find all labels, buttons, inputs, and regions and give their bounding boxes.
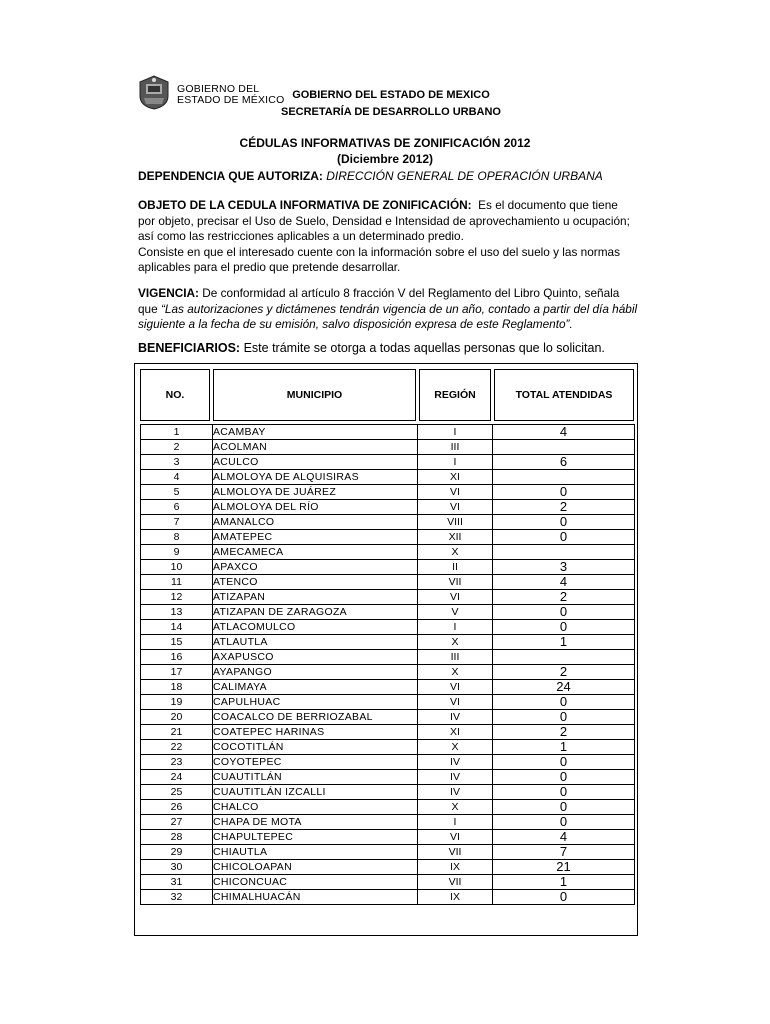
row-total: 0 <box>493 695 635 710</box>
row-municipio: AMECAMECA <box>213 545 418 560</box>
table-row <box>141 860 635 875</box>
row-total: 0 <box>493 890 635 905</box>
row-region: I <box>418 620 493 635</box>
row-number: 12 <box>141 590 213 605</box>
header-secretariat: SECRETARÍA DE DESARROLLO URBANO <box>280 106 501 118</box>
objeto-text: Es el documento que tiene por objeto, precisar el Uso de Suelo, Densidad e Intensidad de aprovechamiento u ocupación; así como las restricciones aplicables a un determinado predio. <box>138 198 630 244</box>
table-row <box>141 500 635 515</box>
row-number: 14 <box>141 620 213 635</box>
row-region: VII <box>418 875 493 890</box>
row-region: V <box>418 605 493 620</box>
row-total: 1 <box>493 635 635 650</box>
column-header-total: TOTAL ATENDIDAS <box>494 369 634 421</box>
document-title: CÉDULAS INFORMATIVAS DE ZONIFICACIÓN 2012 <box>239 136 531 150</box>
row-number: 18 <box>141 680 213 695</box>
row-municipio: COYOTEPEC <box>213 755 418 770</box>
table-row <box>141 725 635 740</box>
row-number: 29 <box>141 845 213 860</box>
row-total: 0 <box>493 530 635 545</box>
row-total <box>493 650 635 665</box>
row-total: 4 <box>493 830 635 845</box>
row-number: 23 <box>141 755 213 770</box>
row-municipio: CHAPULTEPEC <box>213 830 418 845</box>
row-number: 24 <box>141 770 213 785</box>
row-municipio: CUAUTITLÁN <box>213 770 418 785</box>
beneficiarios-label: BENEFICIARIOS: <box>138 341 241 355</box>
row-municipio: ACOLMAN <box>213 440 418 455</box>
row-region: IV <box>418 710 493 725</box>
row-region: VI <box>418 485 493 500</box>
table-row <box>141 575 635 590</box>
row-number: 19 <box>141 695 213 710</box>
row-region: I <box>418 455 493 470</box>
row-number: 11 <box>141 575 213 590</box>
row-region: VI <box>418 830 493 845</box>
table-row <box>141 710 635 725</box>
table-row <box>141 455 635 470</box>
row-region: IV <box>418 770 493 785</box>
row-municipio: CAPULHUAC <box>213 695 418 710</box>
row-municipio: COACALCO DE BERRIOZABAL <box>213 710 418 725</box>
row-number: 32 <box>141 890 213 905</box>
row-total: 0 <box>493 605 635 620</box>
row-total: 24 <box>493 680 635 695</box>
table-row <box>141 830 635 845</box>
row-municipio: ATIZAPAN DE ZARAGOZA <box>213 605 418 620</box>
table-row <box>141 845 635 860</box>
row-region: IV <box>418 785 493 800</box>
row-total: 1 <box>493 740 635 755</box>
table-row <box>141 635 635 650</box>
table-row <box>141 590 635 605</box>
dependencia-line <box>138 169 638 185</box>
table-row <box>141 650 635 665</box>
row-total: 0 <box>493 770 635 785</box>
logo-wordmark: GOBIERNO DEL ESTADO DE MÉXICO <box>177 83 285 106</box>
table-row <box>141 785 635 800</box>
table-row <box>141 485 635 500</box>
column-header-no: NO. <box>140 369 210 421</box>
row-region: XI <box>418 725 493 740</box>
row-region: II <box>418 560 493 575</box>
row-number: 3 <box>141 455 213 470</box>
row-region: X <box>418 740 493 755</box>
row-region: XII <box>418 530 493 545</box>
row-number: 25 <box>141 785 213 800</box>
row-number: 31 <box>141 875 213 890</box>
row-municipio: ALMOLOYA DE ALQUISIRAS <box>213 470 418 485</box>
row-number: 7 <box>141 515 213 530</box>
row-region: I <box>418 425 493 440</box>
document-date: (Diciembre 2012) <box>336 152 434 166</box>
vigencia-text: De conformidad al artículo 8 fracción V del Reglamento del Libro Quinto, señala que <box>138 286 620 316</box>
row-municipio: ATENCO <box>213 575 418 590</box>
row-number: 26 <box>141 800 213 815</box>
table-row <box>141 440 635 455</box>
row-municipio: CHALCO <box>213 800 418 815</box>
row-number: 21 <box>141 725 213 740</box>
row-region: XI <box>418 470 493 485</box>
row-region: IX <box>418 890 493 905</box>
table-row <box>141 515 635 530</box>
row-region: VI <box>418 695 493 710</box>
vigencia-paragraph <box>138 286 638 333</box>
header-government: GOBIERNO DEL ESTADO DE MEXICO <box>292 89 490 101</box>
row-total: 7 <box>493 845 635 860</box>
row-municipio: AMANALCO <box>213 515 418 530</box>
row-number: 16 <box>141 650 213 665</box>
table-row <box>141 560 635 575</box>
row-region: VII <box>418 575 493 590</box>
row-region: III <box>418 440 493 455</box>
dependencia-label: DEPENDENCIA QUE AUTORIZA: <box>138 169 323 183</box>
dependencia-value: DIRECCIÓN GENERAL DE OPERACIÓN URBANA <box>326 169 603 183</box>
row-municipio: CHAPA DE MOTA <box>213 815 418 830</box>
table-row <box>141 875 635 890</box>
row-number: 28 <box>141 830 213 845</box>
row-region: III <box>418 650 493 665</box>
row-region: X <box>418 800 493 815</box>
row-region: X <box>418 665 493 680</box>
row-total <box>493 470 635 485</box>
table-row <box>141 665 635 680</box>
row-municipio: ATIZAPAN <box>213 590 418 605</box>
row-total: 0 <box>493 785 635 800</box>
column-header-region: REGIÓN <box>419 369 491 421</box>
beneficiarios-line <box>138 341 638 357</box>
row-region: VI <box>418 500 493 515</box>
row-municipio: ALMOLOYA DE JUÁREZ <box>213 485 418 500</box>
row-municipio: ATLAUTLA <box>213 635 418 650</box>
table-row <box>141 815 635 830</box>
table-row <box>141 530 635 545</box>
table-row <box>141 605 635 620</box>
row-number: 8 <box>141 530 213 545</box>
row-number: 4 <box>141 470 213 485</box>
row-total: 0 <box>493 815 635 830</box>
table-row <box>141 755 635 770</box>
objeto-label: OBJETO DE LA CEDULA INFORMATIVA DE ZONIFICACIÓN: <box>138 198 472 212</box>
row-region: VIII <box>418 515 493 530</box>
row-municipio: ACAMBAY <box>213 425 418 440</box>
row-number: 17 <box>141 665 213 680</box>
row-total: 0 <box>493 515 635 530</box>
table-row <box>141 740 635 755</box>
row-total: 2 <box>493 725 635 740</box>
vigencia-quote: “Las autorizaciones y dictámenes tendrán vigencia de un año, contado a partir del día hábil siguiente a la fecha de su emisión, salvo disposición expresa de este Reglamento”. <box>138 301 638 332</box>
row-number: 27 <box>141 815 213 830</box>
row-total: 2 <box>493 590 635 605</box>
row-number: 22 <box>141 740 213 755</box>
row-number: 9 <box>141 545 213 560</box>
row-total: 0 <box>493 755 635 770</box>
row-total: 0 <box>493 620 635 635</box>
row-region: X <box>418 545 493 560</box>
row-municipio: AYAPANGO <box>213 665 418 680</box>
row-total: 2 <box>493 665 635 680</box>
row-municipio: CHIMALHUACÁN <box>213 890 418 905</box>
table-row <box>141 425 635 440</box>
row-municipio: ATLACOMULCO <box>213 620 418 635</box>
row-number: 15 <box>141 635 213 650</box>
row-number: 5 <box>141 485 213 500</box>
objeto-paragraph <box>138 198 638 276</box>
row-municipio: ACULCO <box>213 455 418 470</box>
row-total <box>493 545 635 560</box>
row-total: 4 <box>493 575 635 590</box>
row-municipio: CHICONCUAC <box>213 875 418 890</box>
row-municipio: COCOTITLÁN <box>213 740 418 755</box>
municipality-table <box>140 424 635 905</box>
row-total: 21 <box>493 860 635 875</box>
row-municipio: CHICOLOAPAN <box>213 860 418 875</box>
row-region: VI <box>418 680 493 695</box>
row-total: 0 <box>493 485 635 500</box>
table-row <box>141 470 635 485</box>
row-total: 2 <box>493 500 635 515</box>
row-municipio: AMATEPEC <box>213 530 418 545</box>
table-row <box>141 890 635 905</box>
row-total: 3 <box>493 560 635 575</box>
row-number: 1 <box>141 425 213 440</box>
row-total: 6 <box>493 455 635 470</box>
column-header-municipio: MUNICIPIO <box>213 369 416 421</box>
table-row <box>141 695 635 710</box>
row-number: 10 <box>141 560 213 575</box>
row-number: 13 <box>141 605 213 620</box>
row-region: X <box>418 635 493 650</box>
row-number: 30 <box>141 860 213 875</box>
row-municipio: COATEPEC HARINAS <box>213 725 418 740</box>
row-municipio: AXAPUSCO <box>213 650 418 665</box>
row-total: 4 <box>493 425 635 440</box>
row-number: 20 <box>141 710 213 725</box>
row-municipio: APAXCO <box>213 560 418 575</box>
vigencia-label: VIGENCIA: <box>138 286 199 300</box>
row-municipio: CALIMAYA <box>213 680 418 695</box>
table-row <box>141 680 635 695</box>
objeto-text-2: Consiste en que el interesado cuente con la información sobre el uso del suelo y las normas aplicables para el predio que pretende desarrollar. <box>138 244 620 275</box>
table-row <box>141 620 635 635</box>
row-total: 1 <box>493 875 635 890</box>
table-row <box>141 800 635 815</box>
row-region: VII <box>418 845 493 860</box>
row-region: IV <box>418 755 493 770</box>
row-region: IX <box>418 860 493 875</box>
row-region: I <box>418 815 493 830</box>
row-municipio: CHIAUTLA <box>213 845 418 860</box>
row-number: 2 <box>141 440 213 455</box>
beneficiarios-text: Este trámite se otorga a todas aquellas personas que lo solicitan. <box>243 341 605 355</box>
row-total <box>493 440 635 455</box>
row-total: 0 <box>493 800 635 815</box>
row-municipio: ALMOLOYA DEL RÍO <box>213 500 418 515</box>
table-row <box>141 545 635 560</box>
row-total: 0 <box>493 710 635 725</box>
row-region: VI <box>418 590 493 605</box>
row-number: 6 <box>141 500 213 515</box>
row-municipio: CUAUTITLÁN IZCALLI <box>213 785 418 800</box>
table-row <box>141 770 635 785</box>
